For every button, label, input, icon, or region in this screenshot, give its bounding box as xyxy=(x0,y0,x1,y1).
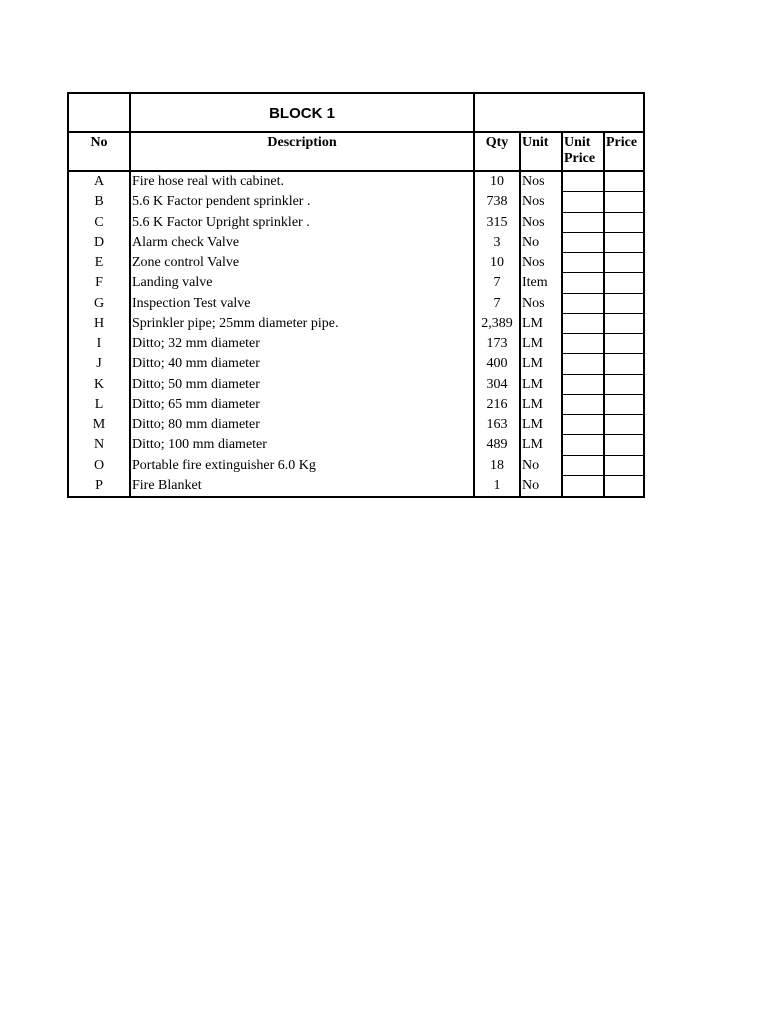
item-price[interactable] xyxy=(605,435,643,455)
table-row xyxy=(69,213,643,233)
title-spacer-cell xyxy=(69,94,131,131)
item-description: Ditto; 65 mm diameter xyxy=(131,395,475,415)
table-row xyxy=(69,294,643,314)
item-price[interactable] xyxy=(605,213,643,233)
table-row xyxy=(69,273,643,293)
item-unit: Nos xyxy=(521,192,563,212)
item-unit: Item xyxy=(521,273,563,293)
table-row xyxy=(69,476,643,496)
item-no: L xyxy=(69,395,131,415)
table-row xyxy=(69,435,643,455)
header-qty: Qty xyxy=(475,133,521,170)
item-qty: 10 xyxy=(475,253,521,273)
item-description: Inspection Test valve xyxy=(131,294,475,314)
table-row xyxy=(69,192,643,212)
item-no: N xyxy=(69,435,131,455)
title-blank-cell xyxy=(475,94,643,131)
item-price[interactable] xyxy=(605,395,643,415)
title-cell xyxy=(131,94,475,131)
item-price[interactable] xyxy=(605,354,643,374)
item-description: Ditto; 80 mm diameter xyxy=(131,415,475,435)
item-qty: 10 xyxy=(475,172,521,192)
table-row xyxy=(69,172,643,192)
table-row xyxy=(69,375,643,395)
item-description: Fire hose real with cabinet. xyxy=(131,172,475,192)
item-no: D xyxy=(69,233,131,253)
item-qty: 315 xyxy=(475,213,521,233)
table-row xyxy=(69,415,643,435)
item-qty: 18 xyxy=(475,456,521,476)
item-description: 5.6 K Factor Upright sprinkler . xyxy=(131,213,475,233)
item-unit: No xyxy=(521,233,563,253)
item-unit: LM xyxy=(521,395,563,415)
item-qty: 7 xyxy=(475,273,521,293)
item-unit: Nos xyxy=(521,253,563,273)
item-price[interactable] xyxy=(605,334,643,354)
table-row xyxy=(69,334,643,354)
table-row xyxy=(69,395,643,415)
item-qty: 3 xyxy=(475,233,521,253)
item-unit-price[interactable] xyxy=(563,456,605,476)
item-qty: 304 xyxy=(475,375,521,395)
header-unit-price: Unit Price xyxy=(563,133,605,170)
item-price[interactable] xyxy=(605,456,643,476)
item-price[interactable] xyxy=(605,476,643,496)
item-qty: 7 xyxy=(475,294,521,314)
item-unit: LM xyxy=(521,314,563,334)
item-unit-price[interactable] xyxy=(563,253,605,273)
header-no: No xyxy=(69,133,131,170)
item-description: Alarm check Valve xyxy=(131,233,475,253)
item-description: Ditto; 50 mm diameter xyxy=(131,375,475,395)
item-qty: 2,389 xyxy=(475,314,521,334)
item-unit: No xyxy=(521,456,563,476)
item-qty: 738 xyxy=(475,192,521,212)
item-no: H xyxy=(69,314,131,334)
item-price[interactable] xyxy=(605,294,643,314)
item-no: C xyxy=(69,213,131,233)
title-row xyxy=(69,94,643,133)
item-unit-price[interactable] xyxy=(563,435,605,455)
item-unit: LM xyxy=(521,415,563,435)
item-unit-price[interactable] xyxy=(563,273,605,293)
item-price[interactable] xyxy=(605,233,643,253)
item-unit-price[interactable] xyxy=(563,354,605,374)
item-no: P xyxy=(69,476,131,496)
item-unit-price[interactable] xyxy=(563,213,605,233)
table-body xyxy=(69,172,643,496)
item-description: Zone control Valve xyxy=(131,253,475,273)
item-description: Fire Blanket xyxy=(131,476,475,496)
item-description: Ditto; 100 mm diameter xyxy=(131,435,475,455)
item-no: E xyxy=(69,253,131,273)
item-unit-price[interactable] xyxy=(563,476,605,496)
item-qty: 400 xyxy=(475,354,521,374)
item-price[interactable] xyxy=(605,253,643,273)
item-description: Ditto; 32 mm diameter xyxy=(131,334,475,354)
item-no: G xyxy=(69,294,131,314)
table-row xyxy=(69,233,643,253)
item-unit: LM xyxy=(521,435,563,455)
item-unit-price[interactable] xyxy=(563,233,605,253)
item-price[interactable] xyxy=(605,273,643,293)
header-description: Description xyxy=(131,133,475,170)
item-no: M xyxy=(69,415,131,435)
item-price[interactable] xyxy=(605,314,643,334)
item-unit: LM xyxy=(521,375,563,395)
item-no: B xyxy=(69,192,131,212)
item-price[interactable] xyxy=(605,415,643,435)
item-unit: No xyxy=(521,476,563,496)
item-unit-price[interactable] xyxy=(563,314,605,334)
table-row xyxy=(69,314,643,334)
item-no: I xyxy=(69,334,131,354)
table-row xyxy=(69,253,643,273)
item-no: F xyxy=(69,273,131,293)
header-row xyxy=(69,133,643,172)
item-qty: 216 xyxy=(475,395,521,415)
item-description: 5.6 K Factor pendent sprinkler . xyxy=(131,192,475,212)
header-unit: Unit xyxy=(521,133,563,170)
table-row xyxy=(69,456,643,476)
item-no: J xyxy=(69,354,131,374)
item-description: Landing valve xyxy=(131,273,475,293)
item-price[interactable] xyxy=(605,375,643,395)
item-unit-price[interactable] xyxy=(563,395,605,415)
item-qty: 173 xyxy=(475,334,521,354)
item-unit-price[interactable] xyxy=(563,334,605,354)
item-no: A xyxy=(69,172,131,192)
item-description: Sprinkler pipe; 25mm diameter pipe. xyxy=(131,314,475,334)
item-unit: Nos xyxy=(521,172,563,192)
item-unit-price[interactable] xyxy=(563,294,605,314)
item-unit-price[interactable] xyxy=(563,375,605,395)
item-no: K xyxy=(69,375,131,395)
block-title: BLOCK 1 xyxy=(269,105,335,122)
item-description: Portable fire extinguisher 6.0 Kg xyxy=(131,456,475,476)
item-unit-price[interactable] xyxy=(563,192,605,212)
table-row xyxy=(69,354,643,374)
item-unit-price[interactable] xyxy=(563,415,605,435)
item-unit: Nos xyxy=(521,294,563,314)
item-unit: LM xyxy=(521,334,563,354)
item-description: Ditto; 40 mm diameter xyxy=(131,354,475,374)
item-qty: 163 xyxy=(475,415,521,435)
header-price: Price xyxy=(606,135,638,150)
item-price[interactable] xyxy=(605,172,643,192)
item-unit-price[interactable] xyxy=(563,172,605,192)
item-unit: Nos xyxy=(521,213,563,233)
item-qty: 489 xyxy=(475,435,521,455)
item-no: O xyxy=(69,456,131,476)
item-unit: LM xyxy=(521,354,563,374)
item-price[interactable] xyxy=(605,192,643,212)
item-qty: 1 xyxy=(475,476,521,496)
bill-of-quantities-table xyxy=(67,92,645,498)
